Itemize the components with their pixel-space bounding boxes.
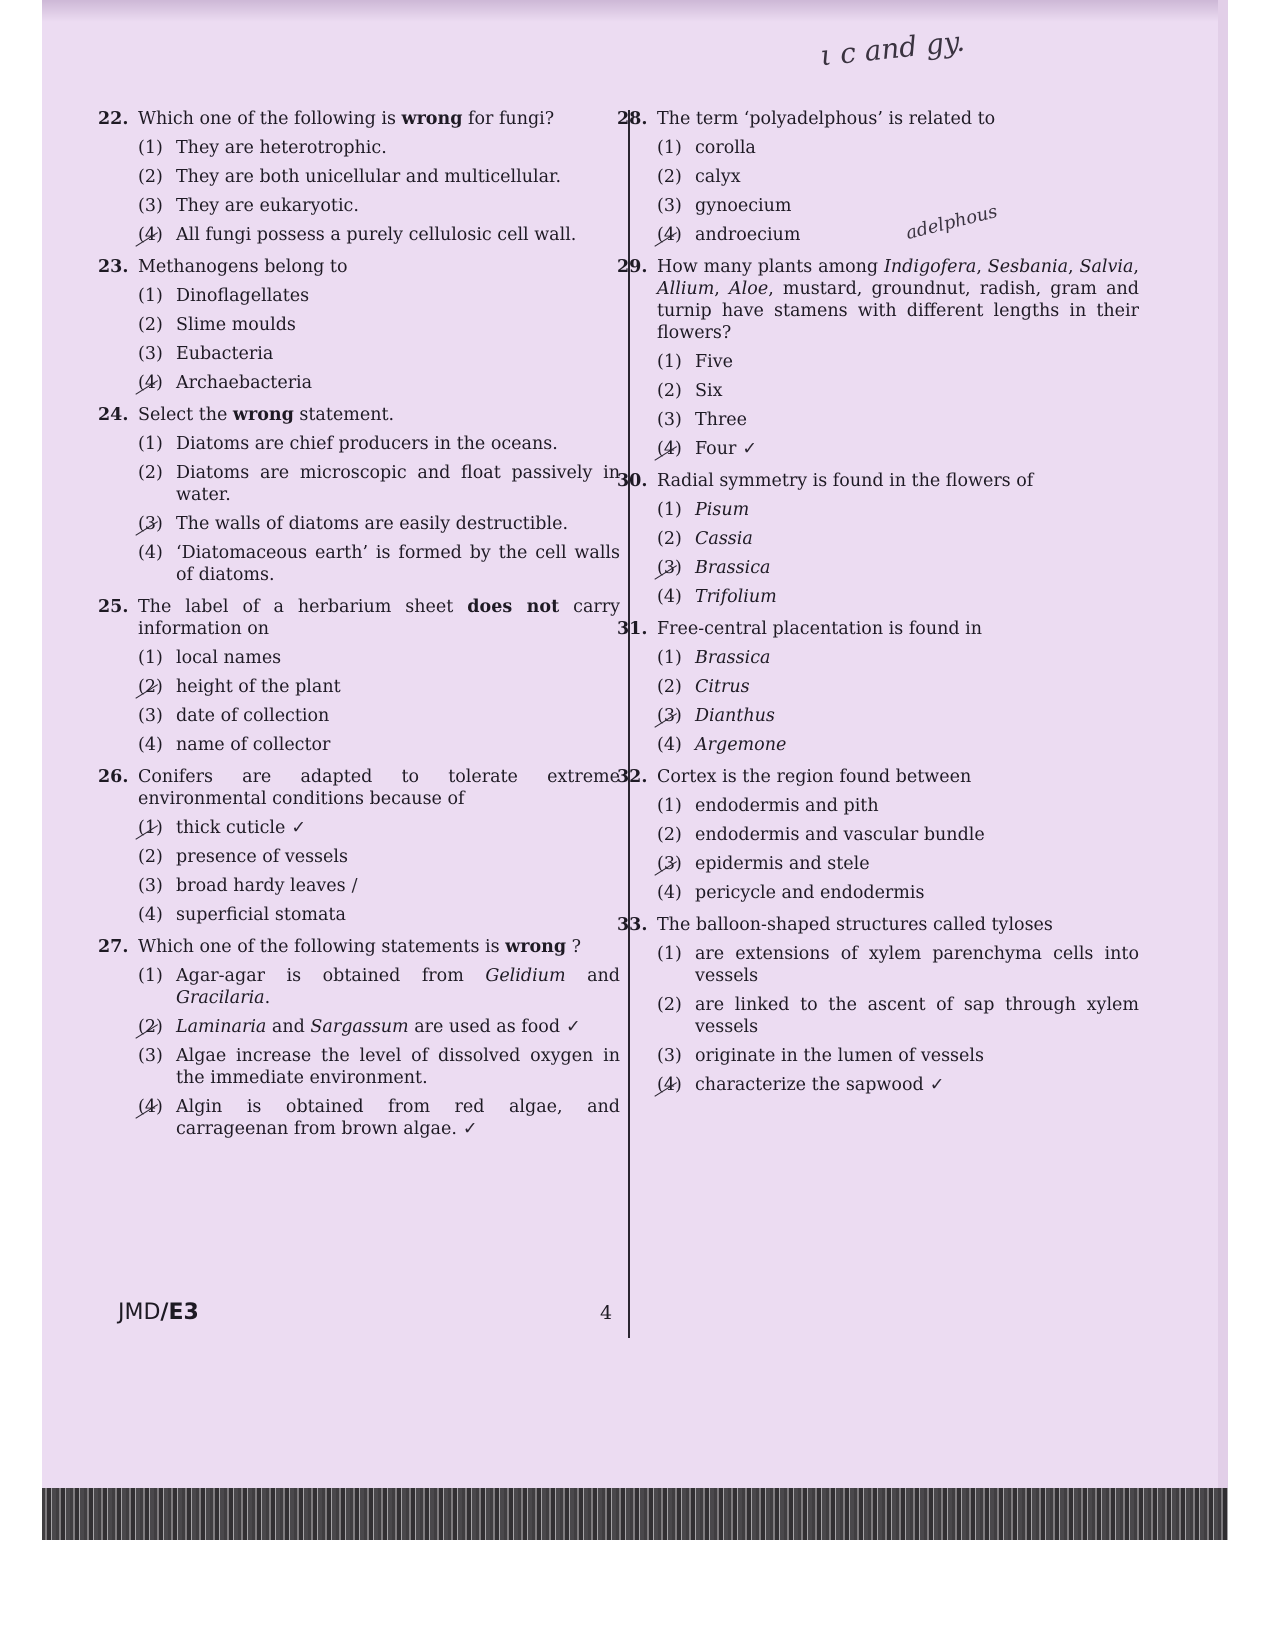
check-mark: ✓ <box>929 1075 945 1095</box>
option[interactable]: (3) Eubacteria <box>138 344 274 364</box>
option[interactable]: (2) Citrus <box>657 677 750 697</box>
question-text: Which one of the following statements is wrong ? <box>138 937 582 957</box>
question-25 <box>98 596 620 756</box>
question-27 <box>98 936 620 1140</box>
scan-top-edge <box>42 0 1228 22</box>
option[interactable]: (3) They are eukaryotic. <box>138 196 359 216</box>
question-30 <box>617 470 1139 608</box>
option-ticked[interactable]: (4) All fungi possess a purely cellulosic cell wall. <box>138 225 577 245</box>
question-31 <box>617 618 1139 756</box>
question-29 <box>617 256 1139 460</box>
option[interactable]: (3) Algae increase the level of dissolved oxygen in the immediate environment. <box>138 1046 620 1088</box>
question-text: Radial symmetry is found in the flowers of <box>657 471 1034 491</box>
option[interactable]: (1) local names <box>138 648 282 668</box>
option[interactable]: (1) Five <box>657 352 733 372</box>
option[interactable]: (2) presence of vessels <box>138 847 348 867</box>
option[interactable]: (4) superficial stomata <box>138 905 346 925</box>
question-number: 27. <box>98 937 129 957</box>
option[interactable]: (1) corolla <box>657 138 756 158</box>
question-text: Which one of the following is wrong for fungi? <box>138 109 555 129</box>
option[interactable]: (1) Pisum <box>657 500 750 520</box>
question-text: How many plants among Indigofera, Sesbania, Salvia, Allium, Aloe, mustard, groundnut, radish, gram and turnip have stamens with different lengths in their flowers? <box>657 257 1139 343</box>
check-mark: ✓ <box>566 1017 581 1037</box>
option[interactable]: (3) broad hardy leaves / <box>138 876 358 896</box>
option[interactable]: (1) They are heterotrophic. <box>138 138 387 158</box>
option-ticked[interactable]: (3) Dianthus <box>657 706 775 726</box>
option-ticked[interactable]: (3) The walls of diatoms are easily destructible. <box>138 514 569 534</box>
check-mark: ✓ <box>742 439 758 459</box>
check-mark: ✓ <box>291 818 306 838</box>
option[interactable]: (2) Six <box>657 381 723 401</box>
handwritten-note-adelphous: adelphous <box>903 201 1000 244</box>
option[interactable]: (3) Three <box>657 410 748 430</box>
option[interactable]: (2) are linked to the ascent of sap through xylem vessels <box>657 995 1139 1037</box>
option[interactable]: (2) They are both unicellular and multicellular. <box>138 167 562 187</box>
option[interactable]: (4) name of collector <box>138 735 331 755</box>
question-number: 23. <box>98 257 129 277</box>
option[interactable]: (1) Agar-agar is obtained from Gelidium and Gracilaria. <box>138 966 620 1008</box>
option[interactable]: (2) calyx <box>657 167 741 187</box>
option-ticked[interactable]: (3) Brassica <box>657 558 771 578</box>
question-text: Select the wrong statement. <box>138 405 395 425</box>
check-mark: / <box>351 876 358 896</box>
option[interactable]: (3) gynoecium <box>657 196 792 216</box>
question-text: Free-central placentation is found in <box>657 619 983 639</box>
question-24 <box>98 404 620 586</box>
question-26 <box>98 766 620 926</box>
option[interactable]: (1) Diatoms are chief producers in the oceans. <box>138 434 558 454</box>
paper-code: JMD/E3 <box>118 1300 199 1325</box>
option[interactable]: (4) Trifolium <box>657 587 777 607</box>
option-ticked[interactable]: (3) epidermis and stele <box>657 854 870 874</box>
question-28 <box>617 108 1139 246</box>
question-text: The balloon-shaped structures called tyloses <box>657 915 1053 935</box>
option-ticked[interactable]: (2) height of the plant <box>138 677 341 697</box>
option[interactable]: (3) date of collection <box>138 706 330 726</box>
question-number: 30. <box>617 471 648 491</box>
question-text: The term ‘polyadelphous’ is related to <box>657 109 996 129</box>
question-32 <box>617 766 1139 904</box>
question-text: Cortex is the region found between <box>657 767 972 787</box>
option-ticked[interactable]: (4) Archaebacteria <box>138 373 313 393</box>
option[interactable]: (2) endodermis and vascular bundle <box>657 825 985 845</box>
option[interactable]: (2) Diatoms are microscopic and float passively in water. <box>138 463 620 505</box>
right-column <box>617 108 1139 1106</box>
question-number: 24. <box>98 405 129 425</box>
question-number: 32. <box>617 767 648 787</box>
question-number: 31. <box>617 619 648 639</box>
question-number: 28. <box>617 109 648 129</box>
option[interactable]: (3) originate in the lumen of vessels <box>657 1046 984 1066</box>
option[interactable]: (1) are extensions of xylem parenchyma cells into vessels <box>657 944 1139 986</box>
scan-right-edge <box>1218 0 1228 1540</box>
scan-bottom-band <box>42 1488 1228 1540</box>
option[interactable]: (1) Dinoflagellates <box>138 286 310 306</box>
option[interactable]: (2) Cassia <box>657 529 753 549</box>
option[interactable]: (4) Argemone <box>657 735 787 755</box>
question-text: Conifers are adapted to tolerate extreme environmental conditions because of <box>138 767 620 809</box>
option[interactable]: (2) Slime moulds <box>138 315 296 335</box>
option[interactable]: (4) ‘Diatomaceous earth’ is formed by the cell walls of diatoms. <box>138 543 620 585</box>
option[interactable]: (1) Brassica <box>657 648 771 668</box>
question-number: 33. <box>617 915 648 935</box>
question-number: 29. <box>617 257 648 277</box>
check-mark: ✓ <box>462 1119 478 1139</box>
question-22 <box>98 108 620 246</box>
question-number: 22. <box>98 109 129 129</box>
option[interactable]: (4) pericycle and endodermis <box>657 883 925 903</box>
question-23 <box>98 256 620 394</box>
option-ticked[interactable]: (4) characterize the sapwood ✓ <box>657 1075 945 1095</box>
question-number: 25. <box>98 597 129 617</box>
page-number: 4 <box>600 1302 613 1324</box>
option-ticked[interactable]: (2) Laminaria and Sargassum are used as food ✓ <box>138 1017 581 1037</box>
option-ticked[interactable]: (4) Four ✓ <box>657 439 758 459</box>
option[interactable]: (1) endodermis and pith <box>657 796 879 816</box>
left-column <box>98 108 620 1150</box>
question-text: Methanogens belong to <box>138 257 348 277</box>
question-text: The label of a herbarium sheet does not carry information on <box>138 597 621 639</box>
question-number: 26. <box>98 767 129 787</box>
option-ticked[interactable]: (4) Algin is obtained from red algae, and carrageenan from brown algae. ✓ <box>138 1097 620 1139</box>
option-ticked[interactable]: (4) androecium <box>657 225 801 245</box>
question-33 <box>617 914 1139 1096</box>
option-ticked[interactable]: (1) thick cuticle ✓ <box>138 818 306 838</box>
handwritten-note-top: ι c and gy. <box>818 24 967 73</box>
